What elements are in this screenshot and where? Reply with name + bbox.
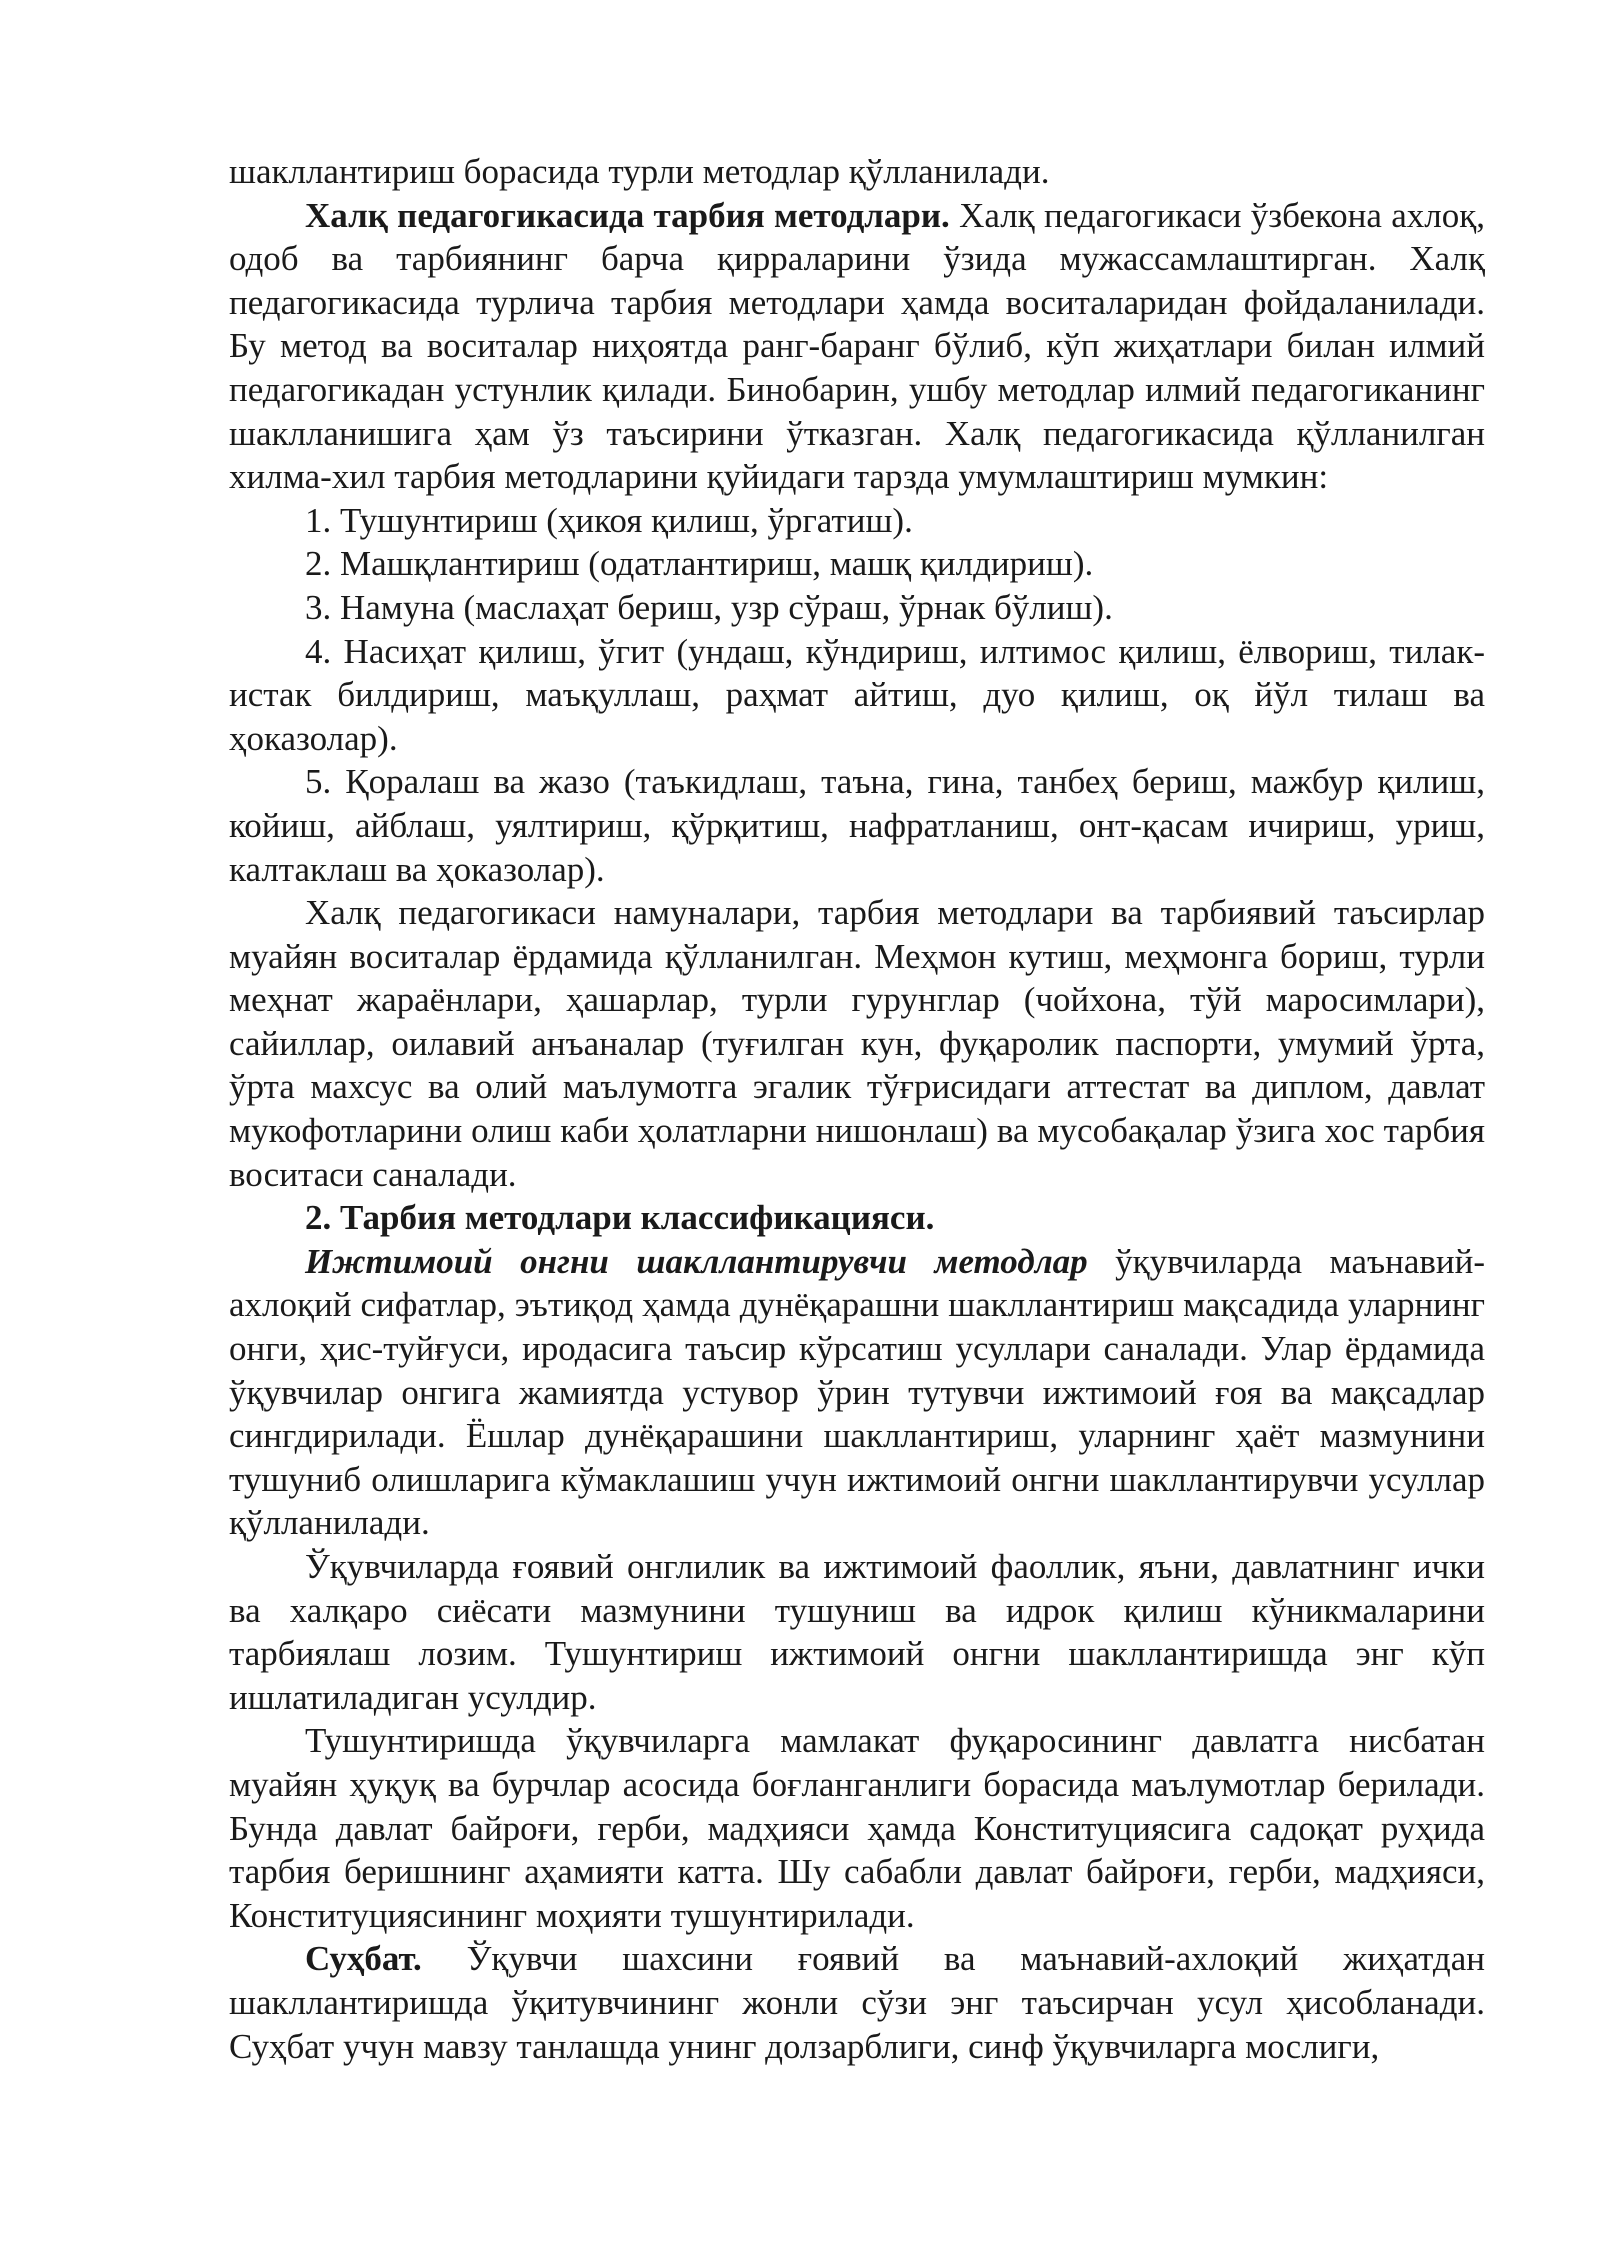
paragraph-explanation: Тушунтиришда ўқувчиларга мамлакат фуқаросининг давлатга нисбатан муайян ҳуқуқ ва бурчлар асосида боғланганлиги борасида маълумотлар берилади. Бунда давлат байроғи, герби, мадҳияси ҳамда Конституциясига садоқат руҳида тарбия беришнинг аҳамияти катта. Шу сабабли давлат байроғи, герби, мадҳияси, Конституциясининг моҳияти тушунтирилади. — [229, 1721, 1485, 1935]
paragraph-text-social-consciousness: ўқувчиларда маънавий-ахлоқий сифатлар, эътиқод ҳамда дунёқарашни шакллантириш мақсадида уларнинг онги, ҳис-туйғуси, иродасига таъсир кўрсатиш усуллари саналади. Улар ёрдамида ўқувчилар онгига жамиятда устувор ўрин тутувчи ижтимоий ғоя ва мақсадлар сингдирилади. Ёшлар дунёқарашини шакллантириш, уларнинг ҳаёт мазмунини тушуниб олишларига кўмаклашиш учун ижтимоий онгни шакллантирувчи усуллар қўлланилади. — [229, 1241, 1485, 1543]
paragraph-text-folk-pedagogy: Халқ педагогикаси ўзбекона ахлоқ, одоб ва тарбиянинг барча қирраларини ўзида мужассамлаштирган. Халқ педагогикасида турлича тарбия методлари ҳамда воситаларидан фойдаланилади. Бу метод ва воситалар ниҳоятда ранг-баранг бўлиб, кўп жиҳатлари билан илмий педагогикадан устунлик қилади. Бинобарин, ушбу методлар илмий педагогиканинг шаклланишига ҳам ўз таъсирини ўтказган. Халқ педагогикасида қўлланилган хилма-хил тарбия методларини қуйидаги тарзда умумлаштириш мумкин: — [229, 195, 1485, 497]
paragraph-social-consciousness — [229, 1240, 1485, 1545]
list-item: 3. Намуна (маслаҳат бериш, узр сўраш, ўрнак бўлиш). — [305, 587, 1113, 627]
paragraph-folk-pedagogy — [229, 194, 1485, 499]
list-item: 2. Машқлантириш (одатлантириш, машқ қилдириш). — [305, 544, 1094, 584]
paragraph-folk-examples: Халқ педагогикаси намуналари, тарбия методлари ва тарбиявий таъсирлар муайян воситалар ёрдамида қўлланилган. Меҳмон кутиш, меҳмонга бориш, турли меҳнат жараёнлари, ҳашарлар, турли гурунглар (чойхона, тўй маросимлари), сайиллар, оилавий анъаналар (туғилган кун, фуқаролик паспорти, умумий ўрта, ўрта махсус ва олий маълумотга эгалик тўғрисидаги аттестат ва диплом, давлат мукофотларини олиш каби ҳолатларни нишонлаш) ва мусобақалар ўзига хос тарбия воситаси саналади. — [229, 893, 1485, 1194]
list-item: 4. Насиҳат қилиш, ўгит (ундаш, кўндириш, илтимос қилиш, ёлвориш, тилак-истак билдириш, маъқуллаш, раҳмат айтиш, дуо қилиш, оқ йўл тилаш ва ҳоказолар). — [229, 631, 1485, 758]
list-item: 5. Қоралаш ва жазо (таъкидлаш, таъна, гина, танбеҳ бериш, мажбур қилиш, койиш, айблаш, уялтириш, қўрқитиш, нафратланиш, онт-қасам ичириш, уриш, калтаклаш ва ҳоказолар). — [229, 762, 1485, 889]
document-page — [229, 150, 1485, 2068]
paragraph-continuation: шакллантириш борасида турли методлар қўлланилади. — [229, 152, 1050, 191]
paragraph-heading-conversation: Суҳбат. — [305, 1939, 422, 1979]
paragraph-heading-social-consciousness: Ижтимоий онгни шакллантирувчи методлар — [305, 1241, 1088, 1281]
paragraph-ideological-awareness: Ўқувчиларда ғоявий онглилик ва ижтимоий фаоллик, яъни, давлатнинг ички ва халқаро сиёсати мазмунини тушуниш ва идрок қилиш кўникмаларини тарбиялаш лозим. Тушунтириш ижтимоий онгни шакллантиришда энг кўп ишлатиладиган усулдир. — [229, 1547, 1485, 1717]
list-item: 1. Тушунтириш (ҳикоя қилиш, ўргатиш). — [305, 500, 913, 540]
paragraph-conversation — [229, 1937, 1485, 2068]
paragraph-text-conversation: Ўқувчи шахсини ғоявий ва маънавий-ахлоқий жиҳатдан шакллантиришда ўқитувчининг жонли сўзи энг таъсирчан усул ҳисобланади. Суҳбат учун мавзу танлашда унинг долзарблиги, синф ўқувчиларга мослиги, — [229, 1939, 1485, 2066]
paragraph-heading-folk-pedagogy: Халқ педагогикасида тарбия методлари. — [305, 195, 950, 235]
section-heading: 2. Тарбия методлари классификацияси. — [305, 1198, 935, 1238]
